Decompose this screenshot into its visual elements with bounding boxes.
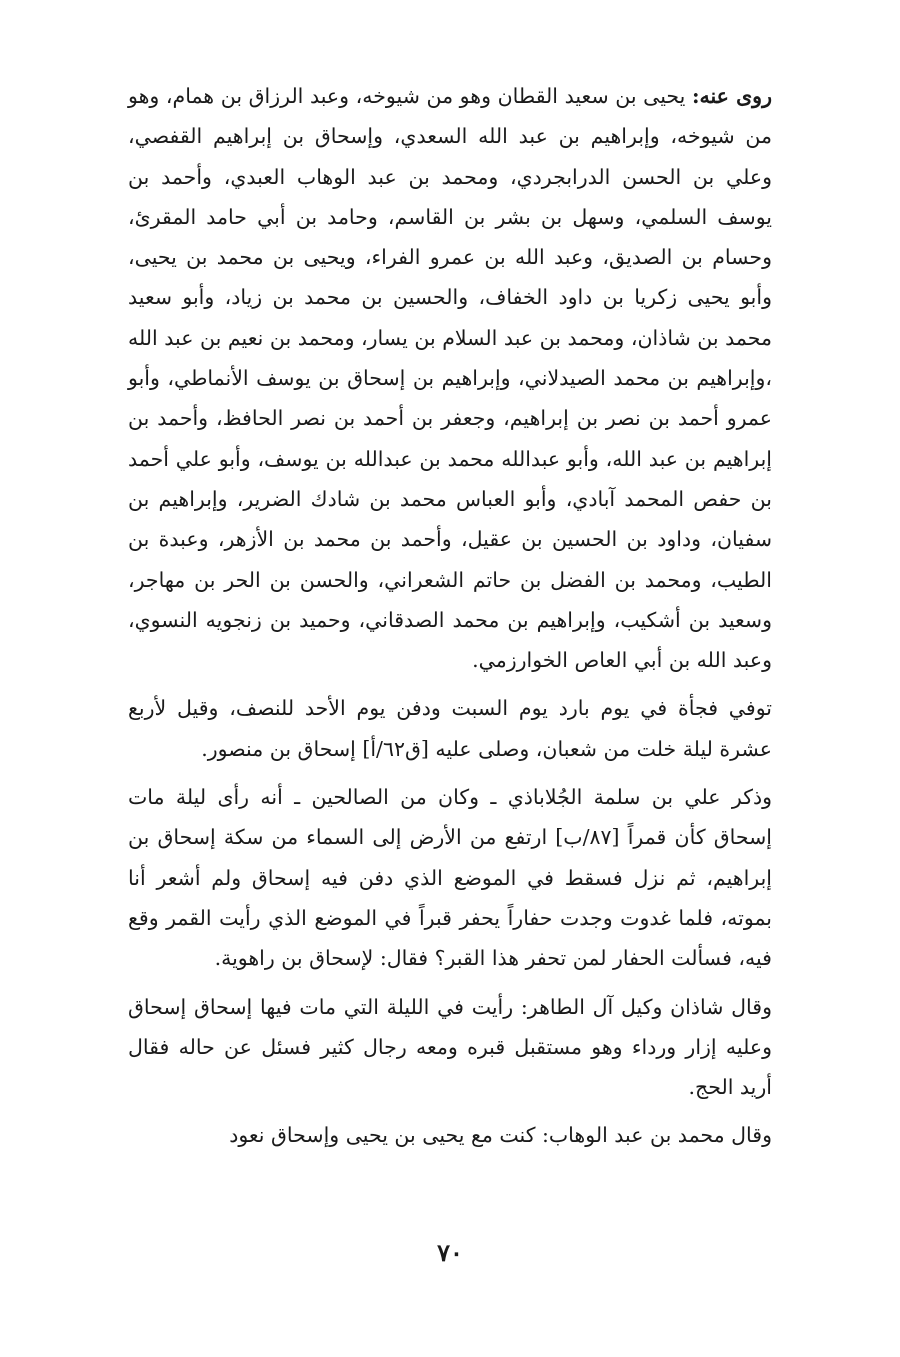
paragraph-text: يحيى بن سعيد القطان وهو من شيوخه، وعبد الرزاق بن همام، وهو من شيوخه، وإبراهيم بن عبد الله السعدي، وإسحاق بن إبراهيم القفصي، وعلي بن الحسن الدرابجردي، ومحمد بن عبد الوهاب العبدي، وأحمد بن يوسف السلمي، وسهل بن بشر بن القاسم، وحامد بن أبي حامد المقرئ، وحسام بن الصديق، وعبد الله بن عمرو الفراء، ويحيى بن محمد بن يحيى، وأبو يحيى زكريا بن داود الخفاف، والحسين بن محمد بن زياد، وأبو سعيد محمد بن شاذان، ومحمد بن عبد السلام بن يسار، ومحمد بن نعيم بن عبد الله ،وإبراهيم بن محمد الصيدلاني، وإبراهيم بن إسحاق بن يوسف الأنماطي، وأبو عمرو أحمد بن نصر بن إبراهيم، وجعفر بن أحمد بن نصر الحافظ، وأحمد بن إبراهيم بن عبد الله، وأبو عبدالله محمد بن عبدالله بن يوسف، وأبو علي أحمد بن حفص المحمد آبادي، وأبو العباس محمد بن شادك الضرير، وإبراهيم بن سفيان، وداود بن الحسين بن عقيل، وأحمد بن محمد بن الأزهر، وعبدة بن الطيب، ومحمد بن الفضل بن حاتم الشعراني، والحسن بن الحر بن مهاجر، وسعيد بن أشكيب، وإبراهيم بن محمد الصدقاني، وحميد بن زنجويه النسوي، وعبد الله بن أبي العاص الخوارزمي. [128, 84, 772, 673]
page-number: ٧٠ [437, 1238, 463, 1267]
paragraph-text: وقال محمد بن عبد الوهاب: كنت مع يحيى بن يحيى وإسحاق نعود [229, 1123, 772, 1148]
paragraph-death [128, 688, 772, 769]
paragraph-shadhan [128, 987, 772, 1108]
paragraph-narrators [128, 76, 772, 680]
paragraph-dream [128, 777, 772, 978]
paragraph-text: توفي فجأة في يوم بارد يوم السبت ودفن يوم الأحد للنصف، وقيل لأربع عشرة ليلة خلت من شعبان، وصلى عليه [ق٦٢/أ] إسحاق بن منصور. [128, 696, 772, 761]
paragraph-text: وقال شاذان وكيل آل الطاهر: رأيت في الليلة التي مات فيها إسحاق إسحاق وعليه إزار ورداء وهو مستقبل قبره ومعه رجال كثير فسئل عن حاله فقال أريد الحج. [128, 994, 772, 1100]
paragraph-continued [128, 1115, 772, 1155]
paragraph-lead: روى عنه: [691, 84, 772, 108]
paragraph-text: وذكر علي بن سلمة الجُلاباذي ـ وكان من الصالحين ـ أنه رأى ليلة مات إسحاق كأن قمراً [٨٧/ب] ارتفع من الأرض إلى السماء من سكة إسحاق بن إبراهيم، ثم نزل فسقط في الموضع الذي دفن فيه إسحاق ولم أشعر أنا بموته، فلما غدوت وجدت حفاراً يحفر قبراً في الموضع الذي رأيت القمر وقع فيه، فسألت الحفار لمن تحفر هذا القبر؟ فقال: لإسحاق بن راهوية. [128, 785, 772, 971]
book-page-text [128, 76, 772, 1236]
